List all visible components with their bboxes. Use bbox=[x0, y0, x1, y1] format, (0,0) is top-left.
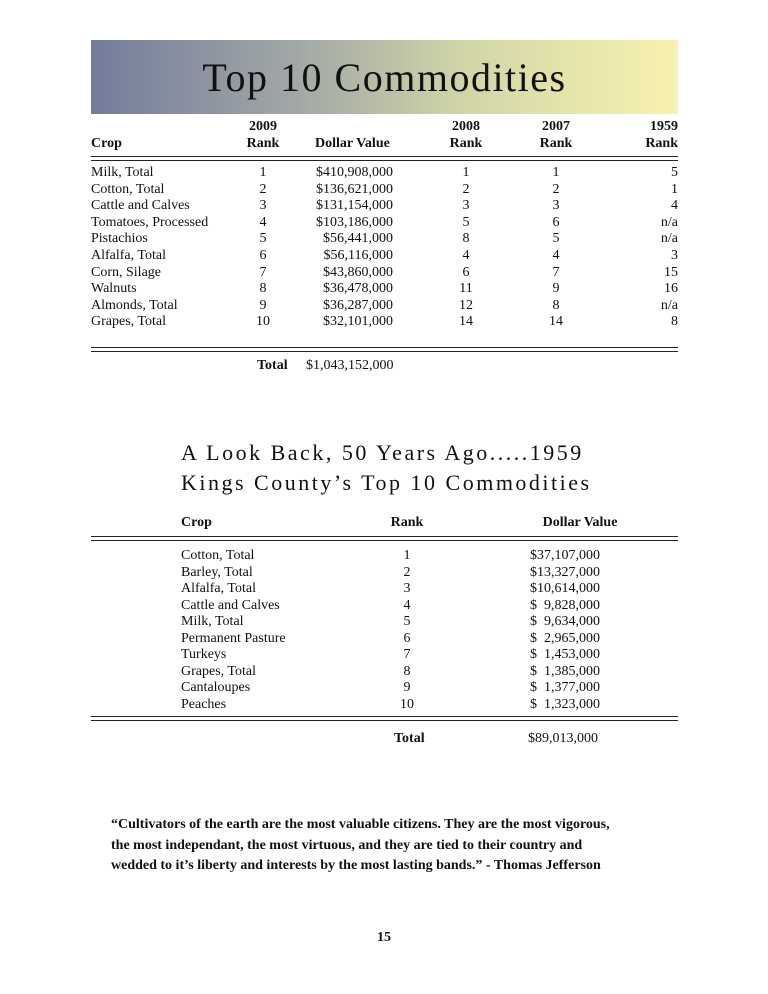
quote-line-3: wedded to it’s liberty and interests by the most lasting bands.” - Thomas Jefferson bbox=[111, 858, 601, 873]
table1-cell-crop: Grapes, Total bbox=[91, 314, 166, 330]
table1-cell-dollar-value: $136,621,000 bbox=[316, 181, 393, 197]
table2-cell-dollar-value: $ 1,453,000 bbox=[530, 647, 600, 662]
table2-row bbox=[91, 581, 678, 598]
table2-footer-rule-top bbox=[91, 716, 678, 717]
table1-row bbox=[91, 165, 678, 182]
table1-cell-rank-1959: 15 bbox=[664, 264, 678, 280]
table1-header-1959-year: 1959 bbox=[650, 119, 678, 134]
table1-cell-rank-1959: 4 bbox=[671, 198, 678, 214]
table2-cell-crop: Milk, Total bbox=[181, 614, 244, 629]
table2-cell-dollar-value: $ 1,385,000 bbox=[530, 663, 600, 679]
table2-cell-dollar-value: $ 9,634,000 bbox=[530, 614, 600, 629]
table2-header-rule-bottom bbox=[91, 540, 678, 541]
table2-cell-dollar-value: $ 9,828,000 bbox=[530, 597, 600, 613]
table1-row bbox=[91, 182, 678, 199]
table2-cell-dollar-value: $37,107,000 bbox=[530, 548, 600, 563]
table2-header-rule-top bbox=[91, 536, 678, 537]
table2-cell-dollar-value: $10,614,000 bbox=[530, 581, 600, 596]
table1-header-rule-bottom bbox=[91, 160, 678, 161]
table2-cell-rank: 4 bbox=[403, 597, 411, 613]
table1-cell-crop: Alfalfa, Total bbox=[91, 248, 166, 263]
table1-cell-rank-2007: 1 bbox=[552, 165, 560, 180]
table2-cell-crop: Cattle and Calves bbox=[181, 597, 280, 613]
table1-cell-rank-2007: 6 bbox=[552, 214, 560, 230]
quote-line-2: the most independant, the most virtuous, and they are tied to their country and bbox=[111, 837, 583, 853]
table2-header-crop: Crop bbox=[181, 515, 212, 530]
table1-header-2008-rank: Rank bbox=[449, 136, 483, 151]
table2-footer-rule-bottom bbox=[91, 720, 678, 721]
table1-header bbox=[91, 118, 678, 152]
table1-cell-dollar-value: $56,116,000 bbox=[323, 248, 393, 263]
table1-cell-dollar-value: $56,441,000 bbox=[323, 231, 393, 247]
table1-footer-rule-top bbox=[91, 347, 678, 348]
table1-cell-rank-2007: 2 bbox=[552, 181, 560, 197]
table1-cell-rank-2009: 8 bbox=[259, 281, 267, 297]
table1-row bbox=[91, 198, 678, 215]
table1-cell-rank-2007: 3 bbox=[552, 198, 560, 214]
table1-cell-rank-2008: 8 bbox=[462, 231, 470, 247]
table1-cell-rank-2008: 4 bbox=[462, 248, 470, 263]
table1-cell-dollar-value: $410,908,000 bbox=[316, 165, 393, 180]
table1-cell-dollar-value: $32,101,000 bbox=[323, 314, 393, 330]
table2-cell-crop: Cantaloupes bbox=[181, 680, 251, 695]
table2-cell-rank: 2 bbox=[403, 564, 411, 580]
table2-total-label: Total bbox=[394, 731, 425, 746]
table1-cell-rank-2007: 9 bbox=[552, 281, 560, 297]
table1-cell-rank-1959: 8 bbox=[671, 314, 678, 330]
table2-cell-dollar-value: $ 2,965,000 bbox=[530, 630, 600, 646]
table1-cell-rank-2009: 3 bbox=[259, 198, 267, 214]
table1-cell-rank-2009: 9 bbox=[259, 297, 267, 313]
table1-cell-rank-1959: 1 bbox=[671, 181, 678, 197]
table2-cell-crop: Cotton, Total bbox=[181, 548, 255, 563]
table2-cell-crop: Turkeys bbox=[181, 647, 227, 662]
table2-row bbox=[91, 697, 678, 714]
table1-cell-rank-2008: 2 bbox=[462, 181, 470, 197]
table2-cell-crop: Barley, Total bbox=[181, 564, 253, 580]
table1-cell-dollar-value: $36,478,000 bbox=[323, 281, 393, 297]
page-title: Top 10 Commodities bbox=[202, 55, 567, 100]
table1-cell-dollar-value: $131,154,000 bbox=[316, 198, 393, 214]
table2-cell-crop: Grapes, Total bbox=[181, 663, 256, 679]
table1-cell-rank-2008: 11 bbox=[459, 281, 473, 297]
section2-title-line2: Kings County’s Top 10 Commodities bbox=[181, 470, 592, 495]
table1-cell-rank-2008: 6 bbox=[462, 264, 470, 280]
section2-title-line1: A Look Back, 50 Years Ago.....1959 bbox=[181, 440, 584, 465]
table1-total-value: $1,043,152,000 bbox=[306, 358, 394, 373]
table1-cell-crop: Almonds, Total bbox=[91, 297, 178, 313]
table1-cell-rank-2007: 8 bbox=[552, 297, 560, 313]
table1-cell-crop: Pistachios bbox=[91, 231, 148, 247]
table1-total-label: Total bbox=[257, 358, 288, 373]
table2-cell-rank: 10 bbox=[400, 696, 414, 712]
section2-title bbox=[181, 438, 592, 498]
table1-cell-rank-2009: 2 bbox=[259, 181, 267, 197]
table1-cell-dollar-value: $36,287,000 bbox=[323, 297, 393, 313]
table1-row bbox=[91, 248, 678, 265]
table2-cell-rank: 9 bbox=[403, 680, 411, 695]
quote-line-1: “Cultivators of the earth are the most valuable citizens. They are the most vigorous, bbox=[111, 817, 610, 832]
table2-cell-crop: Permanent Pasture bbox=[181, 630, 286, 646]
table1-cell-rank-1959: n/a bbox=[660, 214, 678, 230]
table1-cell-rank-2008: 3 bbox=[462, 198, 470, 214]
table1-header-2008-year: 2008 bbox=[452, 119, 480, 134]
table2-row bbox=[91, 598, 678, 615]
table1-row bbox=[91, 314, 678, 331]
table2-cell-rank: 3 bbox=[403, 581, 411, 596]
table1-cell-rank-1959: 3 bbox=[671, 248, 678, 263]
table2-cell-dollar-value: $ 1,377,000 bbox=[530, 680, 600, 695]
table2-cell-rank: 6 bbox=[403, 630, 411, 646]
table2-row bbox=[91, 565, 678, 582]
table1-cell-rank-1959: n/a bbox=[660, 297, 678, 313]
table2-total-value: $89,013,000 bbox=[528, 731, 598, 746]
table1-header-crop: Crop bbox=[91, 136, 122, 151]
table1-cell-rank-2008: 1 bbox=[462, 165, 470, 180]
table2-row bbox=[91, 664, 678, 681]
table2-row bbox=[91, 614, 678, 631]
table1-header-dollar-value: Dollar Value bbox=[315, 136, 390, 151]
table1-cell-rank-2007: 5 bbox=[552, 231, 560, 247]
table1-cell-rank-2009: 10 bbox=[256, 314, 270, 330]
table1-cell-rank-2007: 7 bbox=[552, 264, 560, 280]
table1-row bbox=[91, 298, 678, 315]
table1-header-1959-rank: Rank bbox=[645, 136, 678, 151]
table2-cell-crop: Peaches bbox=[181, 696, 227, 712]
table1-cell-crop: Corn, Silage bbox=[91, 264, 161, 280]
table2-row bbox=[91, 647, 678, 664]
table2-header-dollar-value: Dollar Value bbox=[542, 515, 618, 530]
jefferson-quote bbox=[111, 815, 671, 877]
table1-row bbox=[91, 231, 678, 248]
table2-cell-rank: 5 bbox=[403, 614, 411, 629]
page-number: 15 bbox=[377, 930, 391, 945]
table1-cell-rank-2009: 4 bbox=[259, 214, 267, 230]
table2-row bbox=[91, 680, 678, 697]
table1-cell-rank-2007: 14 bbox=[549, 314, 563, 330]
table2-row bbox=[91, 548, 678, 565]
table1-row bbox=[91, 281, 678, 298]
table2-header-rank: Rank bbox=[390, 515, 424, 530]
table1-cell-crop: Cattle and Calves bbox=[91, 198, 190, 214]
table1-header-rule-top bbox=[91, 156, 678, 157]
table2-cell-crop: Alfalfa, Total bbox=[181, 581, 256, 596]
table2-cell-rank: 8 bbox=[403, 663, 411, 679]
table2-row bbox=[91, 631, 678, 648]
table1-cell-rank-1959: 5 bbox=[671, 165, 678, 180]
table1-cell-crop: Milk, Total bbox=[91, 165, 154, 180]
table1-row bbox=[91, 215, 678, 232]
table1-header-2007-rank: Rank bbox=[539, 136, 573, 151]
table1-cell-dollar-value: $103,186,000 bbox=[316, 214, 393, 230]
table1-cell-rank-2009: 7 bbox=[259, 264, 267, 280]
title-banner bbox=[91, 40, 678, 114]
table2-cell-rank: 1 bbox=[403, 548, 411, 563]
table1-footer-rule-bottom bbox=[91, 351, 678, 352]
table1-cell-dollar-value: $43,860,000 bbox=[323, 264, 393, 280]
table1-cell-crop: Tomatoes, Processed bbox=[91, 214, 209, 230]
table1-cell-rank-1959: n/a bbox=[660, 231, 678, 247]
table1-cell-rank-2008: 14 bbox=[459, 314, 473, 330]
table2-cell-dollar-value: $ 1,323,000 bbox=[530, 696, 600, 712]
table1-cell-rank-2009: 1 bbox=[259, 165, 267, 180]
table1-row bbox=[91, 265, 678, 282]
table1-cell-rank-2009: 5 bbox=[259, 231, 267, 247]
table1-header-2009-rank: Rank bbox=[246, 136, 280, 151]
table1-cell-crop: Walnuts bbox=[91, 281, 137, 297]
table1-cell-rank-2009: 6 bbox=[259, 248, 267, 263]
table2-cell-rank: 7 bbox=[403, 647, 411, 662]
table2-cell-dollar-value: $13,327,000 bbox=[530, 564, 600, 580]
table1-cell-crop: Cotton, Total bbox=[91, 181, 165, 197]
table1-header-2007-year: 2007 bbox=[542, 119, 570, 134]
table1-cell-rank-2008: 5 bbox=[462, 214, 470, 230]
table1-cell-rank-2007: 4 bbox=[552, 248, 560, 263]
table1-cell-rank-1959: 16 bbox=[664, 281, 678, 297]
table1-cell-rank-2008: 12 bbox=[459, 297, 473, 313]
table1-header-2009-year: 2009 bbox=[249, 119, 277, 134]
